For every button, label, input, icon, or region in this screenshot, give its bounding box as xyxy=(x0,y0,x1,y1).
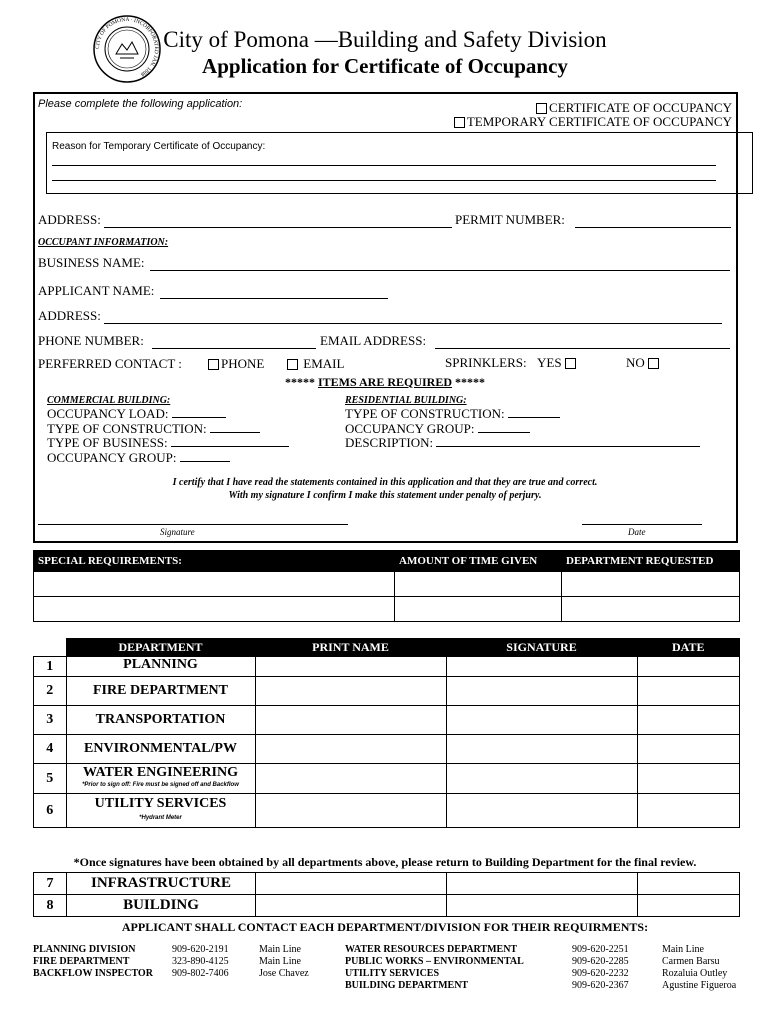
residential-construction-field[interactable]: TYPE OF CONSTRUCTION: xyxy=(345,407,700,422)
table-row xyxy=(34,657,740,677)
time-given-cell[interactable] xyxy=(395,572,562,597)
commercial-fields xyxy=(47,407,289,465)
date-cell[interactable] xyxy=(637,706,740,735)
contact-phone-checkbox[interactable] xyxy=(208,359,219,370)
department-name: BUILDING xyxy=(67,895,256,917)
final-signoff-table xyxy=(33,872,740,917)
sprinklers-label: SPRINKLERS: xyxy=(445,355,527,370)
email-label: EMAIL ADDRESS: xyxy=(320,333,427,348)
time-given-header: AMOUNT OF TIME GIVEN xyxy=(395,551,562,572)
department-name: PLANNING xyxy=(66,657,255,677)
special-requirements-table xyxy=(33,550,740,622)
contacts-right-persons: Main Line Carmen Barsu Rozaluia Outley Agustine Figueroa xyxy=(662,944,737,991)
contacts-right-phones: 909-620-2251 909-620-2285 909-620-2232 909-620-2367 xyxy=(572,944,629,991)
date-cell[interactable] xyxy=(637,735,740,764)
form-subtitle: Application for Certificate of Occupancy xyxy=(202,54,568,78)
date-cell[interactable] xyxy=(637,764,740,794)
department-note: *Hydrant Meter xyxy=(139,814,182,821)
signature-cell[interactable] xyxy=(446,794,637,828)
row-number: 5 xyxy=(34,764,67,794)
table-row xyxy=(34,764,740,794)
print-name-cell[interactable] xyxy=(255,677,446,706)
residential-occupancy-group-field[interactable]: OCCUPANCY GROUP: xyxy=(345,422,700,437)
signature-field[interactable] xyxy=(38,524,348,525)
address-label: ADDRESS: xyxy=(38,212,101,227)
phone-field[interactable] xyxy=(152,348,316,349)
special-req-cell[interactable] xyxy=(34,597,395,622)
applicant-name-field[interactable] xyxy=(160,298,388,299)
description-field[interactable]: DESCRIPTION: xyxy=(345,436,700,451)
cert-option-label: CERTIFICATE OF OCCUPANCY xyxy=(549,100,732,115)
temp-cert-option-label: TEMPORARY CERTIFICATE OF OCCUPANCY xyxy=(466,114,732,129)
department-note: *Prior to sign off: Fire must be signed off and Backflow xyxy=(82,781,239,788)
permit-label: PERMIT NUMBER: xyxy=(455,212,565,227)
contacts-right-depts: WATER RESOURCES DEPARTMENT PUBLIC WORKS – ENVIRONMENTAL UTILITY SERVICES BUILDING DEPARTMENT xyxy=(345,944,524,991)
department-cell xyxy=(66,794,255,828)
occupant-heading: OCCUPANT INFORMATION: xyxy=(38,237,169,248)
signature-header: SIGNATURE xyxy=(446,639,637,657)
signature-cell[interactable] xyxy=(446,706,637,735)
table-row xyxy=(34,597,740,622)
print-name-cell[interactable] xyxy=(256,873,447,895)
department-name: WATER ENGINEERING xyxy=(83,764,238,780)
date-header: DATE xyxy=(637,639,740,657)
print-name-cell[interactable] xyxy=(255,764,446,794)
dept-requested-cell[interactable] xyxy=(562,572,740,597)
temp-cert-option[interactable] xyxy=(454,114,732,130)
reason-line-2[interactable] xyxy=(52,180,716,181)
row-number: 1 xyxy=(34,657,67,677)
sprinklers-no-label: NO xyxy=(626,355,645,370)
table-row xyxy=(34,735,740,764)
commercial-construction-field[interactable]: TYPE OF CONSTRUCTION: xyxy=(47,422,289,437)
sprinklers-no-option[interactable] xyxy=(626,355,661,371)
contacts-heading: APPLICANT SHALL CONTACT EACH DEPARTMENT/DIVISION FOR THEIR REQUIRMENTS: xyxy=(121,920,649,934)
residential-heading: RESIDENTIAL BUILDING: xyxy=(345,395,467,406)
table-row xyxy=(34,677,740,706)
date-cell[interactable] xyxy=(637,657,740,677)
print-name-header: PRINT NAME xyxy=(255,639,446,657)
contacts-left-phones: 909-620-2191 323-890-4125 909-802-7406 xyxy=(172,944,229,979)
signature-cell[interactable] xyxy=(446,735,637,764)
table-row xyxy=(34,794,740,828)
print-name-cell[interactable] xyxy=(255,794,446,828)
date-field[interactable] xyxy=(582,524,702,525)
print-name-cell[interactable] xyxy=(255,706,446,735)
items-required-banner: ***** ITEMS ARE REQUIRED ***** xyxy=(284,375,486,389)
date-cell[interactable] xyxy=(637,677,740,706)
department-signoff-table xyxy=(33,638,740,828)
sprinklers-yes-label: YES xyxy=(537,355,562,370)
address-field[interactable] xyxy=(104,227,452,228)
print-name-cell[interactable] xyxy=(255,735,446,764)
commercial-occupancy-group-field[interactable]: OCCUPANCY GROUP: xyxy=(47,451,289,466)
table-row xyxy=(34,873,740,895)
department-name: UTILITY SERVICES xyxy=(94,795,227,811)
residential-fields xyxy=(345,407,700,451)
print-name-cell[interactable] xyxy=(256,895,447,917)
row-number: 8 xyxy=(34,895,67,917)
sprinklers-no-checkbox[interactable] xyxy=(648,358,659,369)
department-cell xyxy=(66,764,255,794)
contact-phone-label: PHONE xyxy=(221,356,265,371)
certification-statement: I certify that I have read the statements contained in this application and that they are true and correct. With my signature I confirm I make this statement under penalty of perjury. xyxy=(172,477,598,501)
contact-phone-option[interactable] xyxy=(208,356,264,372)
business-name-label: BUSINESS NAME: xyxy=(38,255,145,270)
row-number: 6 xyxy=(34,794,67,828)
sprinklers-yes-checkbox[interactable] xyxy=(565,358,576,369)
table-row xyxy=(34,895,740,917)
address2-label: ADDRESS: xyxy=(38,308,101,323)
address2-field[interactable] xyxy=(104,323,722,324)
row-number: 7 xyxy=(34,873,67,895)
applicant-name-label: APPLICANT NAME: xyxy=(38,283,155,298)
signature-cell[interactable] xyxy=(446,764,637,794)
department-header: DEPARTMENT xyxy=(66,639,255,657)
row-number: 4 xyxy=(34,735,67,764)
business-name-field[interactable] xyxy=(150,270,730,271)
time-given-cell[interactable] xyxy=(395,597,562,622)
signature-cell[interactable] xyxy=(446,677,637,706)
preferred-contact-label: PERFERRED CONTACT : xyxy=(38,356,182,371)
email-field[interactable] xyxy=(435,348,730,349)
svg-text:CITY OF POMONA · INCORPORATED: CITY OF POMONA · INCORPORATED JAN. 1888 xyxy=(94,16,160,78)
commercial-heading: COMMERCIAL BUILDING: xyxy=(47,395,171,406)
business-type-field[interactable]: TYPE OF BUSINESS: xyxy=(47,436,289,451)
signature-label: Signature xyxy=(160,527,195,537)
date-cell[interactable] xyxy=(638,895,740,917)
department-name: ENVIRONMENTAL/PW xyxy=(66,735,255,764)
occupancy-load-field[interactable]: OCCUPANCY LOAD: xyxy=(47,407,289,422)
phone-label: PHONE NUMBER: xyxy=(38,333,144,348)
cert-checkbox[interactable] xyxy=(536,103,547,114)
contact-email-checkbox[interactable] xyxy=(287,359,298,370)
reason-line-1[interactable] xyxy=(52,165,716,166)
contact-email-label: EMAIL xyxy=(303,356,345,371)
print-name-cell[interactable] xyxy=(255,657,446,677)
contacts-left-persons: Main Line Main Line Jose Chavez xyxy=(259,944,309,979)
reason-label: Reason for Temporary Certificate of Occupancy: xyxy=(52,141,266,152)
temp-cert-checkbox[interactable] xyxy=(454,117,465,128)
dept-requested-cell[interactable] xyxy=(562,597,740,622)
date-cell[interactable] xyxy=(637,794,740,828)
contacts-left-depts: PLANNING DIVISION FIRE DEPARTMENT BACKFLOW INSPECTOR xyxy=(33,944,153,979)
row-number: 2 xyxy=(34,677,67,706)
department-name: TRANSPORTATION xyxy=(66,706,255,735)
page-title: City of Pomona —Building and Safety Division xyxy=(163,27,607,52)
department-name: FIRE DEPARTMENT xyxy=(66,677,255,706)
sprinklers-yes-option[interactable] xyxy=(537,355,578,371)
date-label: Date xyxy=(628,527,646,537)
table-row xyxy=(34,572,740,597)
final-review-note: *Once signatures have been obtained by all departments above, please return to Building Department for the final review. xyxy=(73,855,697,869)
department-name: INFRASTRUCTURE xyxy=(67,873,256,895)
date-cell[interactable] xyxy=(638,873,740,895)
contact-email-option[interactable] xyxy=(287,356,344,372)
row-number: 3 xyxy=(34,706,67,735)
signature-cell[interactable] xyxy=(447,873,638,895)
special-requirements-header: SPECIAL REQUIREMENTS: xyxy=(34,551,395,572)
permit-number-field[interactable] xyxy=(575,227,731,228)
intro-text: Please complete the following application: xyxy=(38,98,243,110)
signature-cell[interactable] xyxy=(446,657,637,677)
table-row xyxy=(34,706,740,735)
department-requested-header: DEPARTMENT REQUESTED xyxy=(562,551,740,572)
special-req-cell[interactable] xyxy=(34,572,395,597)
signature-cell[interactable] xyxy=(447,895,638,917)
